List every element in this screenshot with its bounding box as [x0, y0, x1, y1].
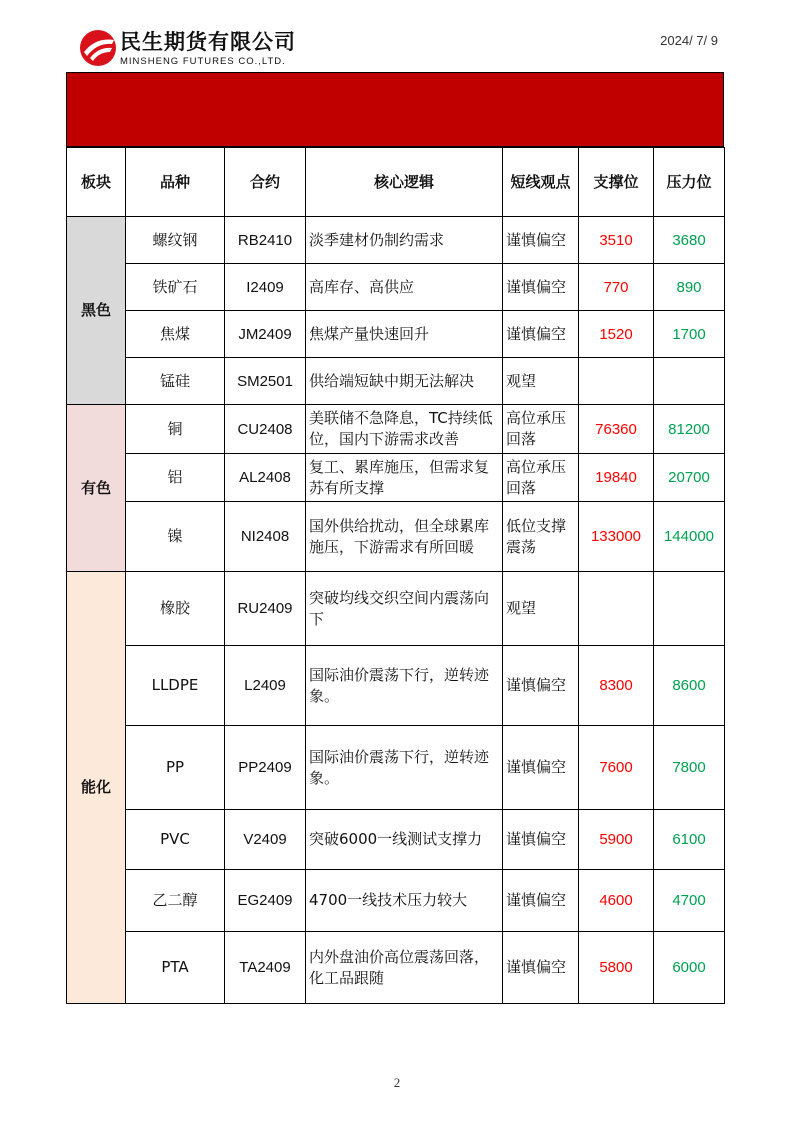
table-row — [67, 264, 725, 311]
support-cell: 4600 — [579, 870, 654, 932]
logic-cell: 国际油价震荡下行，逆转迹象。 — [306, 646, 503, 726]
variety-cell: PTA — [126, 932, 225, 1004]
company-brand — [120, 30, 296, 67]
variety-cell: 铝 — [126, 454, 225, 502]
view-cell: 谨慎偏空 — [503, 217, 579, 264]
variety-cell: 橡胶 — [126, 572, 225, 646]
logic-cell: 国外供给扰动，但全球累库施压，下游需求有所回暖 — [306, 502, 503, 572]
resistance-cell: 7800 — [654, 726, 725, 810]
table-row — [67, 311, 725, 358]
support-cell: 8300 — [579, 646, 654, 726]
support-cell — [579, 572, 654, 646]
contract-cell: L2409 — [225, 646, 306, 726]
support-cell: 133000 — [579, 502, 654, 572]
contract-cell: CU2408 — [225, 405, 306, 454]
table-row — [67, 646, 725, 726]
contract-cell: V2409 — [225, 810, 306, 870]
variety-cell: 乙二醇 — [126, 870, 225, 932]
col-header-variety: 品种 — [126, 148, 225, 217]
view-cell: 谨慎偏空 — [503, 870, 579, 932]
view-cell: 谨慎偏空 — [503, 264, 579, 311]
table-row — [67, 810, 725, 870]
minsheng-logo-icon — [78, 28, 118, 68]
variety-cell: PVC — [126, 810, 225, 870]
support-cell: 770 — [579, 264, 654, 311]
view-cell: 观望 — [503, 358, 579, 405]
logic-cell: 美联储不急降息，TC持续低位，国内下游需求改善 — [306, 405, 503, 454]
sector-cell: 能化 — [67, 572, 126, 1004]
view-cell: 高位承压回落 — [503, 454, 579, 502]
view-cell: 谨慎偏空 — [503, 646, 579, 726]
support-cell: 7600 — [579, 726, 654, 810]
view-cell: 低位支撑震荡 — [503, 502, 579, 572]
view-cell: 谨慎偏空 — [503, 932, 579, 1004]
contract-cell: NI2408 — [225, 502, 306, 572]
support-cell: 1520 — [579, 311, 654, 358]
logic-cell: 焦煤产量快速回升 — [306, 311, 503, 358]
variety-cell: LLDPE — [126, 646, 225, 726]
variety-cell: 铁矿石 — [126, 264, 225, 311]
table-row — [67, 358, 725, 405]
contract-cell: RB2410 — [225, 217, 306, 264]
contract-cell: EG2409 — [225, 870, 306, 932]
table-header-row — [67, 148, 725, 217]
table-row — [67, 572, 725, 646]
variety-cell: 镍 — [126, 502, 225, 572]
logic-cell: 供给端短缺中期无法解决 — [306, 358, 503, 405]
page-header — [0, 0, 794, 72]
support-cell: 19840 — [579, 454, 654, 502]
logic-cell: 淡季建材仍制约需求 — [306, 217, 503, 264]
support-cell: 3510 — [579, 217, 654, 264]
support-cell: 76360 — [579, 405, 654, 454]
resistance-cell — [654, 572, 725, 646]
resistance-cell: 1700 — [654, 311, 725, 358]
futures-table — [66, 147, 725, 1004]
resistance-cell: 4700 — [654, 870, 725, 932]
contract-cell: JM2409 — [225, 311, 306, 358]
col-header-logic: 核心逻辑 — [306, 148, 503, 217]
view-cell: 高位承压回落 — [503, 405, 579, 454]
report-date: 2024/ 7/ 9 — [660, 33, 718, 48]
table-row — [67, 217, 725, 264]
table-row — [67, 502, 725, 572]
page-number: 2 — [393, 1075, 401, 1090]
title-banner — [66, 72, 724, 147]
resistance-cell: 6100 — [654, 810, 725, 870]
col-header-support: 支撑位 — [579, 148, 654, 217]
contract-cell: AL2408 — [225, 454, 306, 502]
contract-cell: I2409 — [225, 264, 306, 311]
logic-cell: 内外盘油价高位震荡回落，化工品跟随 — [306, 932, 503, 1004]
logic-cell: 国际油价震荡下行，逆转迹象。 — [306, 726, 503, 810]
sector-cell: 黑色 — [67, 217, 126, 405]
variety-cell: PP — [126, 726, 225, 810]
variety-cell: 铜 — [126, 405, 225, 454]
support-cell: 5800 — [579, 932, 654, 1004]
table-row — [67, 405, 725, 454]
logic-cell: 复工、累库施压，但需求复苏有所支撑 — [306, 454, 503, 502]
resistance-cell: 81200 — [654, 405, 725, 454]
company-name-en: MINSHENG FUTURES CO.,LTD. — [120, 56, 286, 67]
resistance-cell: 6000 — [654, 932, 725, 1004]
logic-cell: 4700一线技术压力较大 — [306, 870, 503, 932]
col-header-sector: 板块 — [67, 148, 126, 217]
variety-cell: 焦煤 — [126, 311, 225, 358]
view-cell: 谨慎偏空 — [503, 810, 579, 870]
table-row — [67, 932, 725, 1004]
contract-cell: SM2501 — [225, 358, 306, 405]
col-header-contract: 合约 — [225, 148, 306, 217]
view-cell: 观望 — [503, 572, 579, 646]
logic-cell: 突破6000一线测试支撑力 — [306, 810, 503, 870]
resistance-cell — [654, 358, 725, 405]
contract-cell: TA2409 — [225, 932, 306, 1004]
contract-cell: RU2409 — [225, 572, 306, 646]
support-cell — [579, 358, 654, 405]
resistance-cell: 890 — [654, 264, 725, 311]
table-row — [67, 870, 725, 932]
resistance-cell: 8600 — [654, 646, 725, 726]
resistance-cell: 3680 — [654, 217, 725, 264]
variety-cell: 螺纹钢 — [126, 217, 225, 264]
support-cell: 5900 — [579, 810, 654, 870]
logic-cell: 高库存、高供应 — [306, 264, 503, 311]
contract-cell: PP2409 — [225, 726, 306, 810]
sector-cell: 有色 — [67, 405, 126, 572]
table-row — [67, 454, 725, 502]
company-name-cn: 民生期货有限公司 — [120, 30, 296, 54]
view-cell: 谨慎偏空 — [503, 311, 579, 358]
col-header-resistance: 压力位 — [654, 148, 725, 217]
resistance-cell: 20700 — [654, 454, 725, 502]
view-cell: 谨慎偏空 — [503, 726, 579, 810]
table-row — [67, 726, 725, 810]
variety-cell: 锰硅 — [126, 358, 225, 405]
resistance-cell: 144000 — [654, 502, 725, 572]
col-header-view: 短线观点 — [503, 148, 579, 217]
logic-cell: 突破均线交织空间内震荡向下 — [306, 572, 503, 646]
